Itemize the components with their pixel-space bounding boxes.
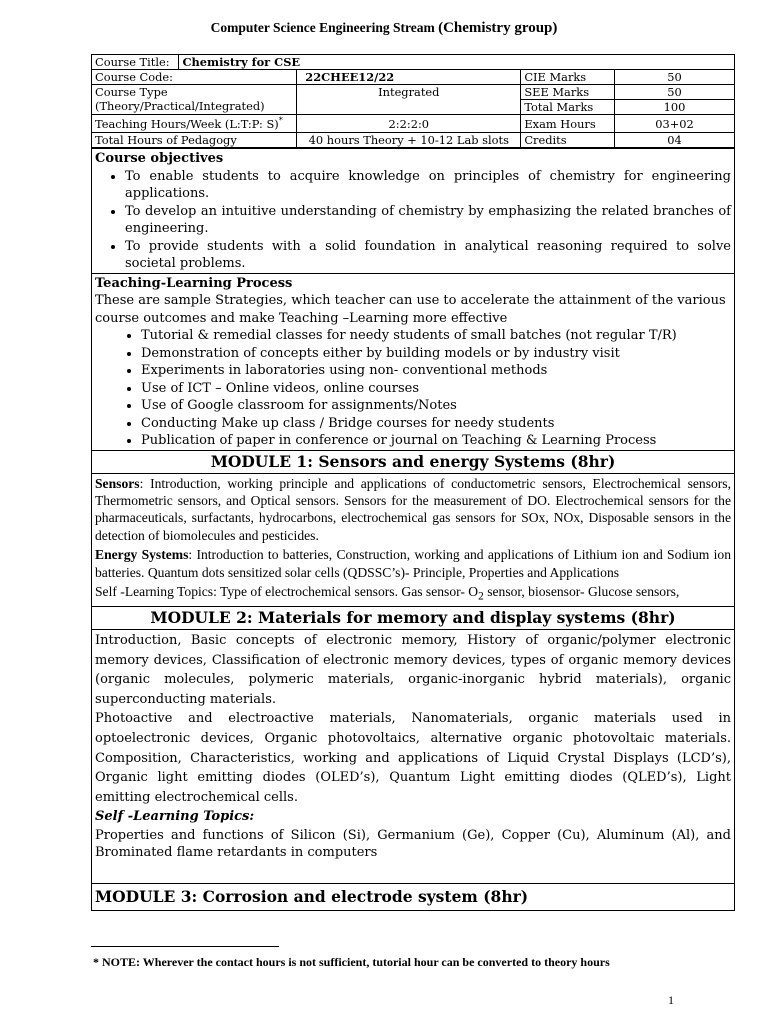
module-2-content [92, 629, 734, 883]
list-item: • To enable students to acquire knowledge on principles of chemistry for engineering applications. [125, 168, 731, 203]
list-item: • Publication of paper in conference or journal on Teaching & Learning Process [141, 432, 731, 450]
list-item: • Demonstration of concepts either by building models or by industry visit [141, 345, 731, 363]
energy-systems-label: Energy Systems [95, 547, 189, 563]
list-item: • Use of ICT – Online videos, online courses [141, 380, 731, 398]
teaching-learning-section [92, 273, 734, 450]
module-1-content [92, 473, 734, 607]
course-type-value: Integrated [297, 85, 521, 115]
table-row [92, 115, 734, 133]
self-learning-text-end: sensor, biosensor- Glucose sensors, [483, 583, 680, 599]
syllabus-frame [91, 54, 735, 911]
teaching-hours-label-text: Teaching Hours/Week (L:T:P: S) [95, 117, 279, 131]
teaching-learning-intro: These are sample Strategies, which teacher can use to accelerate the attainment of the various course outcomes and make Teaching –Learning more effective [95, 293, 726, 326]
course-type-label-line1: Course Type [95, 85, 168, 99]
exam-hours-value: 03+02 [615, 115, 734, 133]
total-marks-label: Total Marks [521, 100, 615, 115]
table-row [92, 85, 734, 100]
teaching-hours-label [92, 115, 297, 133]
module-2-self-learning-text: Properties and functions of Silicon (Si), Germanium (Ge), Copper (Cu), Aluminum (Al), and Brominated flame retardants in computers [95, 828, 731, 860]
course-objectives-heading: Course objectives [95, 151, 224, 166]
pedagogy-hours-label: Total Hours of Pedagogy [92, 133, 297, 148]
objectives-list [95, 168, 731, 273]
cie-marks-value: 50 [615, 70, 734, 85]
list-item: • Use of Google classroom for assignments/Notes [141, 397, 731, 415]
list-item: • Conducting Make up class / Bridge courses for needy students [141, 415, 731, 433]
total-marks-value: 100 [615, 100, 734, 115]
course-code-value: 22CHEE12/22 [297, 70, 521, 85]
cie-marks-label: CIE Marks [521, 70, 615, 85]
course-type-label [92, 85, 297, 115]
sensors-paragraph [95, 475, 731, 545]
footnote: * NOTE: Wherever the contact hours is not sufficient, tutorial hour can be converted to theory hours [93, 955, 610, 969]
module-1-self-learning [95, 583, 731, 606]
course-code-label: Course Code: [92, 70, 297, 85]
module-2-title: : Materials for memory and display systems (8hr) [246, 608, 676, 628]
course-title-value: Chemistry for CSE [179, 55, 734, 70]
teaching-learning-heading: Teaching-Learning Process [95, 275, 293, 291]
see-marks-value: 50 [615, 85, 734, 100]
subscript-2: 2 [478, 590, 484, 603]
exam-hours-label: Exam Hours [521, 115, 615, 133]
course-info-table [92, 55, 734, 148]
list-item: • Tutorial & remedial classes for needy students of small batches (not regular T/R) [141, 327, 731, 345]
module-2-heading [92, 606, 734, 629]
table-row [92, 70, 734, 85]
pedagogy-hours-value: 40 hours Theory + 10-12 Lab slots [297, 133, 521, 148]
page-number: 1 [668, 993, 674, 1007]
teaching-hours-value: 2:2:2:0 [297, 115, 521, 133]
table-row [92, 133, 734, 148]
page-title-group: (Chemistry group) [438, 20, 558, 36]
module-2-paragraph-2: Photoactive and electroactive materials, Nanomaterials, organic materials used in optoelectronic devices, Organic photovoltaics, alternative organic photovoltaic materials. Composition, Characteristics, working and applications of Liquid Crystal Displays (LCD’s), Organic light emitting diodes (OLED’s), Quantum Light emitting diodes (QLED’s), Light emitting electrochemical cells. [95, 711, 731, 805]
module-2-number: MODULE 2 [150, 608, 247, 628]
energy-systems-text: : Introduction to batteries, Construction, working and applications of Lithium ion and Sodium ion batteries. Quantum dots sensitized solar cells (QDSSC’s)- Principle, Properties and Applications [95, 547, 731, 580]
list-item: • Experiments in laboratories using non- conventional methods [141, 362, 731, 380]
self-learning-text: Self -Learning Topics: Type of electrochemical sensors. Gas sensor- O [95, 583, 479, 599]
list-item: • To provide students with a solid foundation in analytical reasoning required to solve societal problems. [125, 238, 731, 273]
sensors-label: Sensors [95, 475, 140, 491]
list-item: • To develop an intuitive understanding of chemistry by emphasizing the related branches of engineering. [125, 203, 731, 238]
course-type-label-line2: (Theory/Practical/Integrated) [95, 99, 265, 113]
page-title-stream: Computer Science Engineering Stream [210, 20, 439, 35]
footnote-divider [91, 946, 279, 947]
page-title [0, 20, 768, 37]
module-1-heading: MODULE 1: Sensors and energy Systems (8hr) [92, 450, 734, 473]
credits-value: 04 [615, 133, 734, 148]
see-marks-label: SEE Marks [521, 85, 615, 100]
course-title-label: Course Title: [92, 55, 179, 70]
sensors-text: : Introduction, working principle and applications of conductometric sensors, Electrochemical sensors, Thermometric sensors, and Optical sensors. Sensors for the measurement of DO. Electrochemical sensors for the pharmaceuticals, surfactants, hydrocarbons, electrochemical gas sensors for SOx, NOx, Disposable sensors in the detection of biomolecules and pesticides. [95, 475, 731, 543]
table-row [92, 55, 734, 70]
module-2-self-learning-heading: Self -Learning Topics: [95, 809, 255, 825]
energy-paragraph [95, 546, 731, 581]
footnote-marker: * [278, 116, 283, 126]
module-3-heading: MODULE 3: Corrosion and electrode system (8hr) [92, 883, 734, 910]
module-2-paragraph-1: Introduction, Basic concepts of electronic memory, History of organic/polymer electronic memory devices, Classification of electronic memory devices, types of organic memory devices (organic molecules, polymeric materials, organic-inorganic hybrid materials), organic superconducting materials. [95, 633, 731, 707]
teaching-strategies-list [95, 327, 731, 450]
credits-label: Credits [521, 133, 615, 148]
course-objectives-section [92, 148, 734, 273]
